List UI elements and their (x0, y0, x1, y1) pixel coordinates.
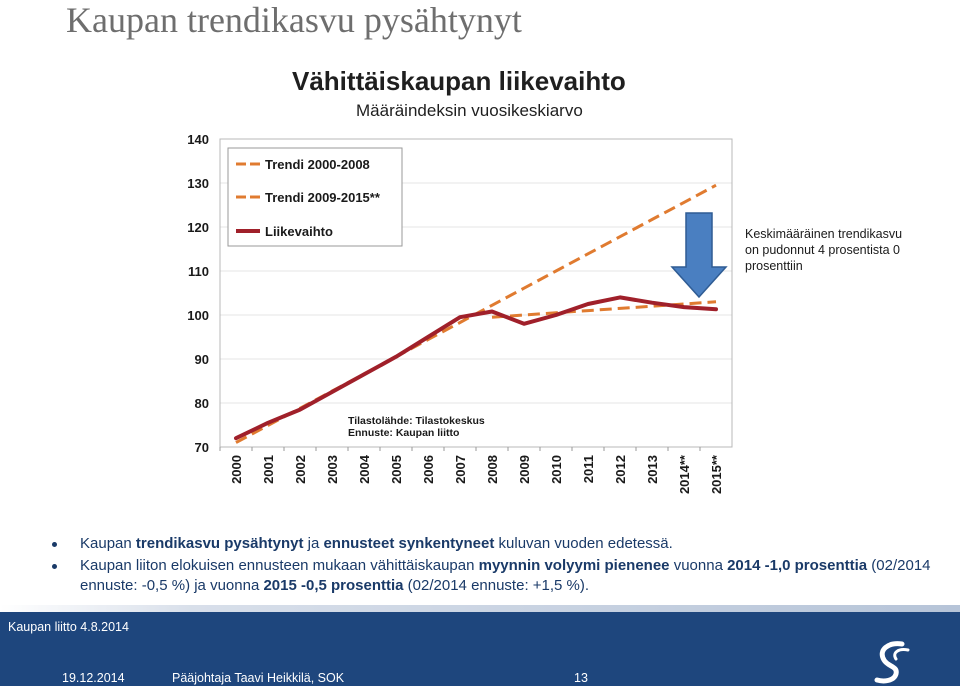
y-tick-label: 70 (194, 440, 209, 455)
y-tick-label: 120 (187, 220, 209, 235)
footer-presenter: Pääjohtaja Taavi Heikkilä, SOK (172, 671, 345, 685)
bullet-dot (52, 542, 57, 547)
y-tick-label: 90 (194, 352, 209, 367)
bullet-2-text-2: myynnin volyymi pienenee (478, 557, 670, 574)
x-tick-label: 2012 (613, 455, 628, 484)
footer-source: Kaupan liitto 4.8.2014 (8, 620, 129, 634)
bullet-2-text-7: (02/2014 ennuste: +1,5 %). (403, 577, 590, 594)
sok-logo-icon (872, 640, 912, 686)
x-tick-label: 2006 (421, 455, 436, 484)
x-tick-label: 2008 (485, 455, 500, 484)
bullet-2-text-6: 2015 -0,5 prosenttia (263, 577, 404, 594)
x-tick-label: 2011 (581, 455, 596, 484)
bullet-dot (52, 564, 57, 569)
y-tick-label: 130 (187, 176, 209, 191)
bullet-2-text-1: Kaupan liiton elokuisen ennusteen mukaan vähittäiskaupan (80, 557, 479, 574)
y-tick-label: 140 (187, 132, 209, 147)
x-tick-label: 2002 (293, 455, 308, 484)
bullet-2-text-5: (02/2014 ennuste: -0,5 %) ja vuonna (80, 557, 931, 594)
bullet-1-text-2: trendikasvu pysähtynyt (135, 535, 304, 552)
y-tick-label: 100 (187, 308, 209, 323)
bullet-2-text-4: 2014 -1,0 prosenttia (727, 557, 868, 574)
x-tick-label: 2000 (229, 455, 244, 484)
legend-label-liikevaihto: Liikevaihto (265, 224, 333, 239)
trend-annotation: Keskimääräinen trendikasvu on pudonnut 4 prosentista 0 prosenttiin (745, 227, 903, 273)
x-tick-label: 2003 (325, 455, 340, 484)
legend-label-trend-2009-2015: Trendi 2009-2015** (265, 190, 380, 205)
x-tick-label: 2001 (261, 455, 276, 484)
source-note-line-2: Ennuste: Kaupan liitto (348, 427, 460, 439)
y-tick-label: 80 (194, 396, 209, 411)
x-tick-label: 2013 (645, 455, 660, 484)
x-tick-label: 2009 (517, 455, 532, 484)
x-tick-label: 2004 (357, 455, 372, 484)
bullet-1-text-5: kuluvan vuoden edetessä. (494, 535, 673, 552)
bullet-item (52, 556, 932, 596)
bullet-list (52, 534, 932, 598)
x-tick-label: 2014** (677, 455, 692, 495)
x-tick-label: 2007 (453, 455, 468, 484)
y-axis (187, 132, 209, 455)
legend-label-trend-2000-2008: Trendi 2000-2008 (265, 157, 370, 172)
x-tick-label: 2015** (709, 455, 724, 495)
footer-bar (0, 612, 960, 686)
slide-title: Kaupan trendikasvu pysähtynyt (66, 0, 522, 40)
page-number: 13 (574, 671, 588, 685)
bullet-1-text-1: Kaupan (80, 535, 136, 552)
x-tick-label: 2010 (549, 455, 564, 484)
down-arrow-icon (672, 213, 726, 297)
source-note (348, 415, 485, 439)
legend (228, 148, 402, 246)
chart-title: Vähittäiskaupan liikevaihto (292, 66, 626, 96)
bullet-1-text-3: ja (303, 535, 324, 552)
footer-date: 19.12.2014 (62, 671, 125, 685)
bullet-2-text-3: vuonna (669, 557, 728, 574)
x-tick-label: 2005 (389, 455, 404, 484)
bullet-item (52, 534, 932, 554)
x-axis (220, 447, 724, 494)
chart-subtitle: Määräindeksin vuosikeskiarvo (356, 101, 583, 120)
source-note-line-1: Tilastolähde: Tilastokeskus (348, 415, 485, 427)
bullet-1-text-4: ennusteet synkentyneet (323, 535, 495, 552)
y-tick-label: 110 (188, 264, 209, 279)
